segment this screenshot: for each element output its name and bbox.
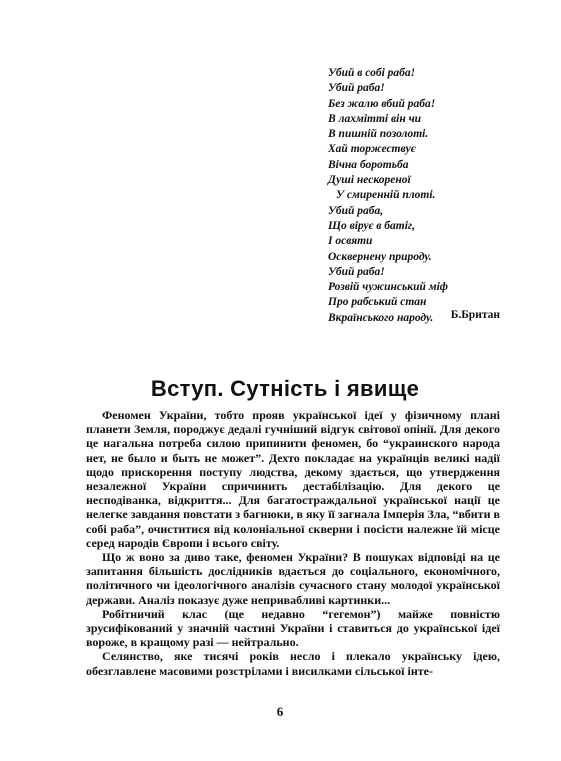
poem-line: Осквернену природу.: [328, 250, 432, 263]
poem-line: У смиренній плоті.: [336, 189, 436, 202]
poem-line: Вкраїнського народу.: [328, 311, 434, 324]
poem-line: Що вірує в батіг,: [328, 219, 416, 232]
epigraph-poem: [328, 66, 528, 326]
poem-line: І освяти: [328, 235, 373, 248]
body-paragraph: Що ж воно за диво таке, феномен України? В пошуках відповіді на це запитання більшість дослідників вдається до соціального, економічного, політичного чи ідеологічного аналізів сучасного стану молодої української держави. Аналіз показує дуже непривабливі картинки...: [86, 550, 500, 607]
page-number: 6: [276, 704, 284, 719]
poem-line: Убий в собі раба!: [328, 67, 416, 79]
poem-line: В пишній позолоті.: [328, 128, 429, 141]
poem-line: Про рабський стан: [328, 296, 427, 309]
poem-line: Душі нескореної: [328, 174, 411, 187]
poem-line: В лахмітті він чи: [328, 112, 422, 125]
poem-line: Розвій чужинський міф: [328, 281, 449, 294]
section-title: Вступ. Сутність і явище: [150, 376, 420, 401]
body-paragraph: Робітничий клас (ще недавно “гегемон”) майже повністю зрусифікований у значній частині України і ставиться до української ідеї вороже, в кращому разі — нейтрально.: [86, 606, 500, 650]
poem-line: Убий раба!: [328, 82, 385, 95]
poem-line: Вічна боротьба: [328, 158, 409, 171]
poem-line: Убий раба!: [328, 265, 385, 278]
epigraph-author: Б.Британ: [450, 309, 500, 321]
poem-line: Убий раба,: [328, 204, 384, 217]
poem-line: Хай торжествує: [328, 143, 416, 156]
section-body: [86, 408, 500, 678]
poem-line: Без жалю вбий раба!: [328, 97, 436, 110]
body-paragraph: Феномен України, тобто прояв української ідеї у фізичному плані планети Земля, породжує дедалі гучніший відгук світової опінії. Для декого це нагальна потреба силою припинити феномен, бо “украинского народа нет, не было и быть не может”. Дехто покладає на українців великі надії щодо прискорення поступу людства, декому здається, що утвердження незалежної України спричинить дестабілізацію. Для декого це несподіванка, відкриття... Для багатостраждальної української нації це нелегке завдання повстати з багнюки, в яку її загнала Імперія Зла, “вбити в собі раба”, очиститися від колоніальної скверни і посісти належне їй місце серед народів Європи і всього світу.: [86, 408, 500, 550]
body-paragraph: Селянство, яке тисячі років несло і плекало українську ідею, обезглавлене масовими розстрілами і висилками сільської інте-: [86, 649, 500, 678]
